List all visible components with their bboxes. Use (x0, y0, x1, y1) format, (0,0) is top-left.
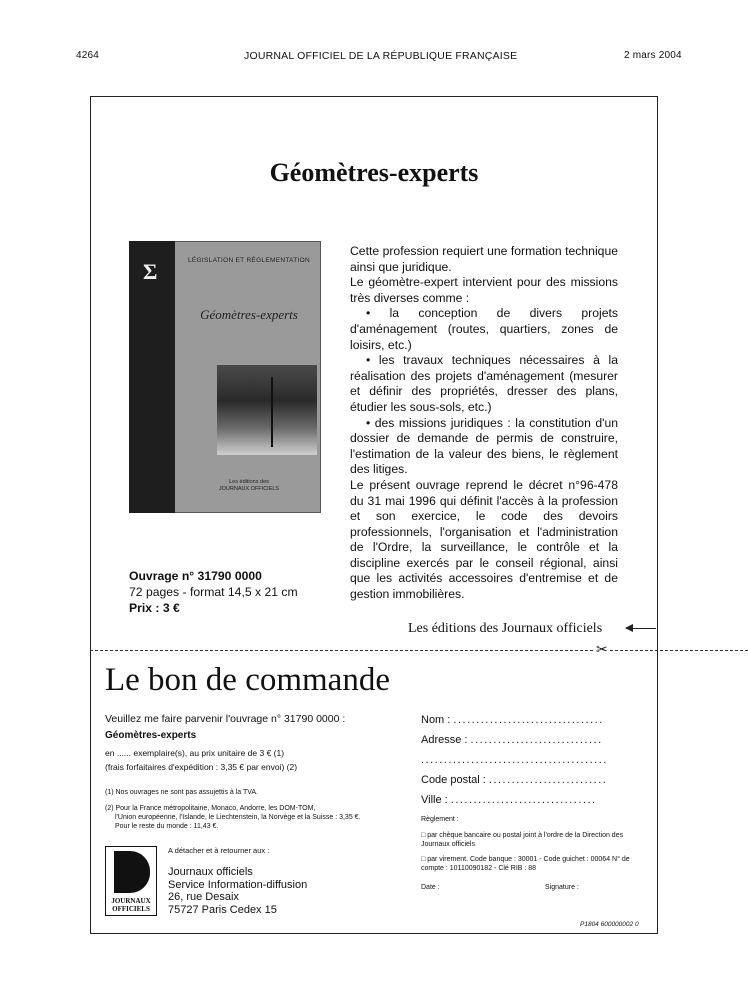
reference-code: P1804 600000002 0 (580, 921, 639, 928)
book-info (129, 568, 298, 616)
note-2b: l'Union européenne, l'Islande, le Liechtenstein, la Norvège et la Suisse : 3,35 €. (115, 814, 361, 821)
order-book-title: Géomètres-experts (105, 730, 197, 741)
return-address (168, 866, 307, 916)
cut-line (90, 650, 748, 651)
order-title: Le bon de commande (105, 662, 390, 698)
city-label: Ville : (421, 794, 448, 806)
description-bullet: • la conception de divers projets d'aménagement (routes, quartiers, zones de loisirs, etc.) (350, 306, 618, 353)
scissors-icon: ✂ (596, 641, 608, 657)
book-price: Prix : 3 € (129, 601, 180, 615)
description-bullet: • les travaux techniques nécessaires à la réalisation des projets d'aménagement (mesurer et définir des propriétés, dresser des plans, étudier les sous-sols, etc.) (350, 353, 618, 415)
logo-mark-icon (114, 851, 150, 893)
cover-publisher-line1: Les éditions des (229, 479, 269, 485)
cover-publisher (179, 479, 319, 493)
description-para: Le présent ouvrage reprend le décret n°96-478 du 31 mai 1996 qui définit l'accès à la profession et son exercice, le code des devoirs professionnels, l'organisation et l'administration de l'Ordre, la surveillance, le contrôle et la discipline exercés par le conseil régional, ainsi que les activités accessoires d'entremise et de gestion immobilières. (350, 477, 618, 602)
cover-series: LÉGISLATION ET RÉGLEMENTATION (188, 257, 310, 264)
postal-code-label: Code postal : (421, 774, 486, 786)
note-1: (1) Nos ouvrages ne sont pas assujettis à la TVA. (105, 789, 259, 796)
logo-text-line1: JOURNAUX (111, 897, 151, 905)
name-label: Nom : (421, 714, 451, 726)
address-label: Adresse : (421, 734, 468, 746)
detach-label: A détacher et à retourner aux : (168, 846, 270, 855)
order-notes (105, 788, 405, 831)
address-line: 75727 Paris Cedex 15 (168, 903, 277, 916)
cover-photo (217, 365, 317, 455)
ad-title: Géomètres-experts (269, 158, 479, 187)
note-2c: Pour le reste du monde : 11,43 €. (115, 823, 219, 830)
book-ref: Ouvrage n° 31790 0000 (129, 569, 262, 583)
cover-publisher-line2: JOURNAUX OFFICIELS (218, 486, 280, 492)
transfer-option[interactable]: □ par virement. Code banque : 30001 - Code guichet : 00064 N° de compte : 10110090182 - Clé RIB : 88 (421, 856, 630, 872)
description-para: Cette profession requiert une formation technique ainsi que juridique. (350, 244, 618, 274)
description-para: Le géomètre-expert intervient pour des missions très diverses comme : (350, 275, 618, 305)
signature-field[interactable]: Signature : (545, 884, 579, 891)
cheque-option[interactable]: □ par chèque bancaire ou postal joint à l'ordre de la Direction des Journaux officiels (421, 832, 624, 848)
header-date: 2 mars 2004 (624, 50, 682, 61)
logo-text (106, 897, 156, 913)
name-field[interactable]: Nom : ................................. (421, 714, 604, 726)
book-pages: 72 pages - format 14,5 x 21 cm (129, 585, 298, 599)
sigma-logo-icon: Σ (143, 259, 158, 284)
postal-code-field[interactable]: Code postal : .......................... (421, 774, 608, 786)
cover-title: Géomètres-experts (200, 307, 298, 322)
tripod-icon (271, 377, 273, 447)
arrow-left-icon (626, 628, 656, 629)
address-field-2[interactable]: ......................................... (421, 754, 608, 766)
note-2: (2) Pour la France métropolitaine, Monaco, Andorre, les DOM-TOM, (105, 805, 316, 812)
address-line: Journaux officiels (168, 866, 253, 878)
book-cover (129, 241, 321, 513)
transfer-text: par virement. Code banque : 30001 - Code guichet : 00064 N° de compte : 10110090182 - Clé RIB : 88 (421, 856, 630, 872)
cheque-text: par chèque bancaire ou postal joint à l'ordre de la Direction des Journaux officiels (421, 832, 624, 848)
journal-header: JOURNAL OFFICIEL DE LA RÉPUBLIQUE FRANÇAISE (244, 50, 518, 62)
order-request: Veuillez me faire parvenir l'ouvrage n° 31790 0000 : (105, 713, 346, 725)
city-field[interactable]: Ville : ................................ (421, 794, 597, 806)
address-line: 26, rue Desaix (168, 891, 239, 903)
payment-label: Règlement : (421, 816, 459, 823)
logo-text-line2: OFFICIELS (112, 905, 150, 913)
address-line: Service Information-diffusion (168, 878, 308, 891)
page-number: 4264 (76, 50, 100, 61)
order-shipping: (frais forfaitaires d'expédition : 3,35 € par envoi) (2) (105, 762, 298, 772)
ad-description (350, 244, 618, 603)
editions-label: Les éditions des Journaux officiels (408, 621, 603, 636)
order-details (105, 712, 405, 774)
journaux-officiels-logo (105, 846, 157, 916)
order-quantity: en ...... exemplaire(s), au prix unitaire de 3 € (1) (105, 748, 285, 758)
description-bullet: • des missions juridiques : la constitution d'un dossier de demande de permis de construire, l'estimation de la valeur des biens, le règlement des litiges. (350, 416, 618, 478)
address-field[interactable]: Adresse : ............................. (421, 734, 603, 746)
date-field[interactable]: Date : (421, 884, 440, 891)
